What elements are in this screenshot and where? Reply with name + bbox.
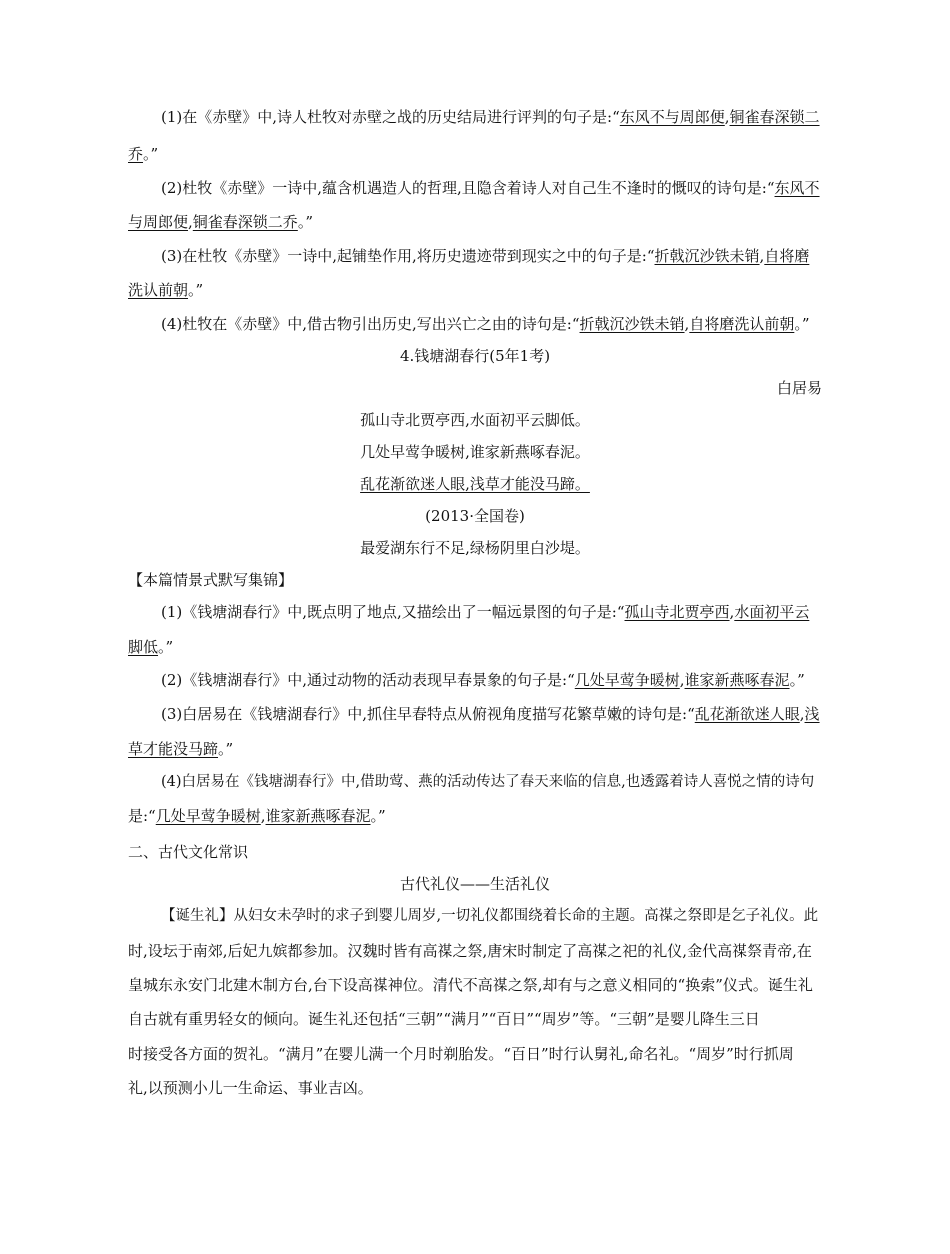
poem-source: (2013·全国卷) (425, 507, 525, 525)
poem-line-2: 几处早莺争暖树,谁家新燕啄春泥。 (360, 443, 590, 461)
qt-item-3-line-2: 草才能没马蹄。” (128, 740, 234, 758)
qt-item-1-line-1: (1)《钱塘湖春行》中,既点明了地点,又描绘出了一幅远景图的句子是:“孤山寺北贾亭西,水面初平云 (161, 603, 810, 621)
qt-item-4-line-1: (4)白居易在《钱塘湖春行》中,借助莺、燕的活动传达了春天来临的信息,也透露着诗人喜悦之情的诗句 (161, 774, 815, 790)
chibi-item-4: (4)杜牧在《赤壁》中,借古物引出历史,写出兴亡之由的诗句是:“折戟沉沙铁未销,自将磨洗认前朝。” (161, 315, 810, 333)
culture-para-line-4: 自古就有重男轻女的倾向。诞生礼还包括“三朝”“满月”“百日”“周岁”等。“三朝”是婴儿降生三日 (128, 1010, 760, 1028)
qt-item-3-line-1: (3)白居易在《钱塘湖春行》中,抓住早春特点从俯视角度描写花繁草嫩的诗句是:“乱花渐欲迷人眼,浅 (161, 705, 820, 723)
qt-item-1-line-2: 脚低。” (128, 638, 174, 656)
chibi-item-3-line-2: 洗认前朝。” (128, 281, 204, 299)
qt-item-4-line-2: 是:“几处早莺争暖树,谁家新燕啄春泥。” (128, 807, 386, 825)
poem-author: 白居易 (776, 379, 822, 397)
chibi-item-1-line-1: (1)在《赤壁》中,诗人杜牧对赤壁之战的历史结局进行评判的句子是:“东风不与周郎便,铜雀春深锁二 (161, 108, 820, 126)
qt-item-2: (2)《钱塘湖春行》中,通过动物的活动表现早春景象的句子是:“几处早莺争暖树,谁家新燕啄春泥。” (161, 671, 805, 689)
culture-para-line-2: 时,设坛于南郊,后妃九嫔都参加。汉魏时皆有高禖之祭,唐宋时制定了高禖之祀的礼仪,金代高禖祭青帝,在 (128, 942, 812, 960)
collection-heading: 【本篇情景式默写集锦】 (128, 571, 294, 589)
culture-para-line-6: 礼,以预测小儿一生命运、事业吉凶。 (128, 1079, 373, 1097)
chibi-item-2-line-2: 与周郎便,铜雀春深锁二乔。” (128, 213, 313, 231)
culture-para-line-3: 皇城东永安门北建木制方台,台下设高禖神位。清代不高禖之祭,却有与之意义相同的“换索”仪式。诞生礼 (128, 976, 813, 994)
chibi-item-3-line-1: (3)在杜牧《赤壁》一诗中,起铺垫作用,将历史遗迹带到现实之中的句子是:“折戟沉沙铁未销,自将磨 (161, 247, 810, 265)
culture-para-line-1: 【诞生礼】从妇女未孕时的求子到婴儿周岁,一切礼仪都围绕着长命的主题。高禖之祭即是乞子礼仪。此 (161, 908, 819, 924)
chibi-item-2-line-1: (2)杜牧《赤壁》一诗中,蕴含机遇造人的哲理,且隐含着诗人对自己生不逢时的慨叹的诗句是:“东风不 (161, 179, 820, 197)
poem-line-4: 最爱湖东行不足,绿杨阴里白沙堤。 (360, 539, 590, 557)
poem-title: 4.钱塘湖春行(5年1考) (399, 347, 551, 365)
chibi-item-1-line-2: 乔。” (128, 145, 159, 163)
culture-para-line-5: 时接受各方面的贺礼。“满月”在婴儿满一个月时剃胎发。“百日”时行认舅礼,命名礼。“周岁”时行抓周 (128, 1045, 794, 1063)
poem-line-1: 孤山寺北贾亭西,水面初平云脚低。 (360, 411, 590, 429)
culture-title: 古代礼仪——生活礼仪 (399, 875, 550, 893)
poem-line-3: 乱花渐欲迷人眼,浅草才能没马蹄。 (360, 475, 590, 493)
section-2-heading: 二、古代文化常识 (128, 843, 249, 861)
